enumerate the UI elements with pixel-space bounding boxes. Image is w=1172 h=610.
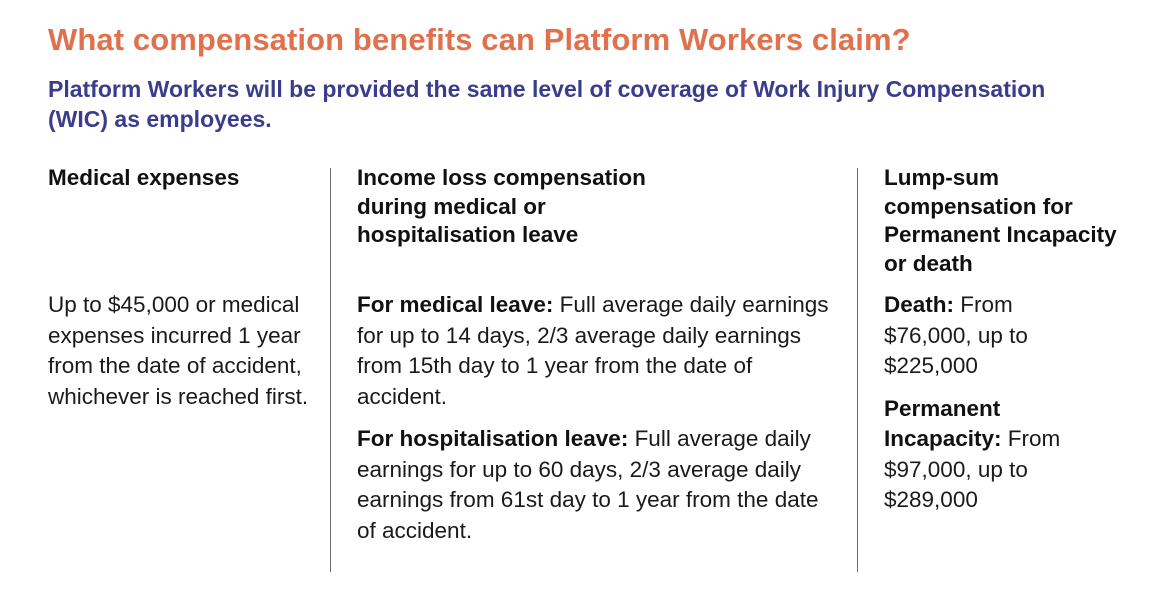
benefit-paragraph [357,424,832,546]
benefit-paragraph [884,290,1074,382]
column-heading [884,164,1139,278]
benefit-lead: Permanent Incapacity: [884,395,1002,451]
page-title: What compensation benefits can Platform Workers claim? [48,22,911,57]
benefit-lead: For hospitalisation leave: [357,426,629,451]
benefit-text: From $76,000, up to $225,000 [884,292,1028,378]
column-divider [857,168,858,572]
benefit-lead: For medical leave: [357,292,554,317]
page-subtitle: Platform Workers will be provided the same level of coverage of Work Injury Compensation (WIC) as employees. [48,76,1046,132]
column-divider [330,168,331,572]
column-heading [357,164,697,250]
benefit-text: Full average daily earnings for up to 14 days, 2/3 average daily earnings from 15th day to 1 year from the date of accident. [357,292,829,409]
benefit-text: From $97,000, up to $289,000 [884,426,1061,512]
benefit-lead: Death: [884,292,955,317]
column-body [884,290,1154,528]
benefit-paragraph [48,290,313,412]
benefit-paragraph [357,290,835,412]
benefit-paragraph [884,394,1114,516]
column-heading-text: Lump-sum compensation for Permanent Incapacity or death [884,165,1117,276]
column-body [357,290,835,558]
column-heading-text: Income loss compensation during medical or hospitalisation leave [357,165,646,247]
column-medical-expenses [48,164,313,409]
column-heading: Medical expenses [48,165,240,190]
column-income-loss [357,164,835,543]
column-body [48,290,313,424]
column-lump-sum [884,164,1154,512]
benefit-text: Up to $45,000 or medical expenses incurred 1 year from the date of accident, whichever is reached first. [48,292,309,409]
benefit-text: Full average daily earnings for up to 60 days, 2/3 average daily earnings from 61st day to 1 year from the date of accident. [357,426,819,543]
